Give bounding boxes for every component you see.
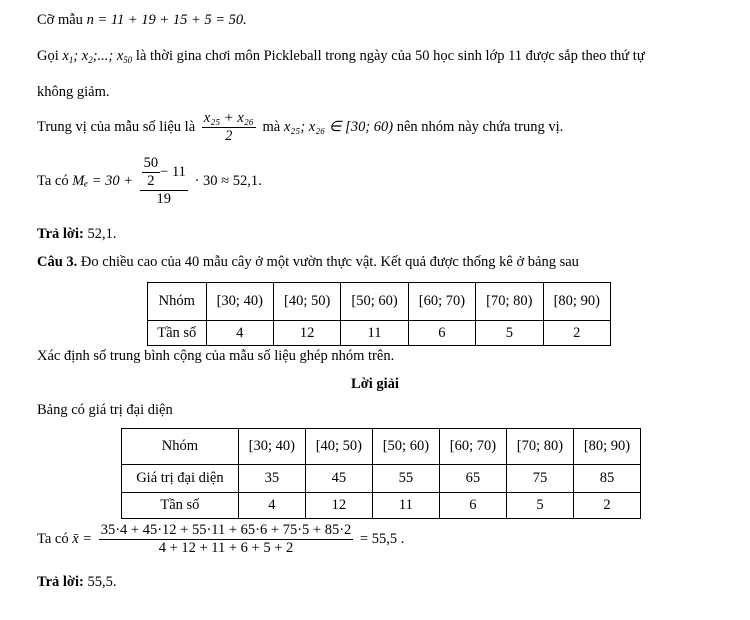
table-header: Tần số [148, 321, 207, 346]
formula: Mₑ = 30 + [72, 172, 134, 189]
median-line [37, 110, 563, 145]
table-header: Giá trị đại diện [122, 465, 239, 493]
table-caption: Bảng có giá trị đại diện [37, 402, 173, 418]
formula: = 55,5 . [359, 530, 405, 547]
solution-title: Lời giải [351, 376, 399, 392]
formula: · 30 ≈ 52,1. [194, 172, 262, 189]
table-header: Tần số [122, 493, 239, 519]
table-header: Nhóm [122, 429, 239, 465]
answer-2: Trả lời: 55,5. [37, 574, 117, 590]
text: Trung vị của mẫu số liệu là [37, 118, 196, 135]
table-header: Nhóm [148, 283, 207, 321]
question-3: Câu 3. Đo chiều cao của 40 mẫu cây ở một vườn thực vật. Kết quả được thống kê ở bảng sau [37, 254, 579, 270]
text: Ta có [37, 530, 69, 547]
text: Ta có [37, 172, 69, 189]
mean-formula-line [37, 522, 404, 557]
sample-size-line [37, 12, 247, 29]
formula: n = 11 + 19 + 15 + 5 = 50. [86, 12, 247, 28]
definition-line [37, 48, 645, 65]
fraction: $\frac{\text{x₂₅ + x₂₆}}{2}$ [203, 110, 254, 144]
question-text: Xác định số trung bình cộng của mẫu số liệu ghép nhóm trên. [37, 348, 395, 364]
text: mà [262, 118, 281, 135]
formula: x₂₅; x₂₆ ∈ [30; 60) [283, 118, 394, 135]
answer-1: Trả lời: 52,1. [37, 226, 117, 242]
representative-table: Nhóm [30; 40) [40; 50) [50; 60) [60; 70) [70; 80) [80; 90) Giá trị đại diện 35 45 55 65 75 85 Tần số 4 12 11 6 5 2 [121, 428, 641, 519]
text: không giảm. [37, 84, 110, 100]
text: nên nhóm này chứa trung vị. [396, 118, 564, 135]
formula: $x_1$; $x_2$;...; $x_{50}$ [62, 48, 133, 65]
text: Gọi [37, 48, 59, 64]
text: Cỡ mẫu [37, 12, 83, 28]
median-formula-line [37, 155, 262, 208]
fraction: $\frac{35\cdot 4 + 45\cdot 12 + 55\cdot 11 + 65\cdot 6 + 75\cdot 5 + 85\cdot 2}{4 + 12 + 11 + 6 + 5 + 2}$ [100, 522, 352, 556]
formula: x̄ = [72, 530, 93, 547]
frequency-table: Nhóm [30; 40) [40; 50) [50; 60) [60; 70) [70; 80) [80; 90) Tần số 4 12 11 6 5 2 [147, 282, 611, 346]
text: là thời gina chơi môn Pickleball trong ngày của 50 học sinh lớp 11 được sắp theo thứ tự [135, 48, 645, 64]
fraction: $\frac{50}{2}$ − 11 19 [140, 155, 188, 208]
